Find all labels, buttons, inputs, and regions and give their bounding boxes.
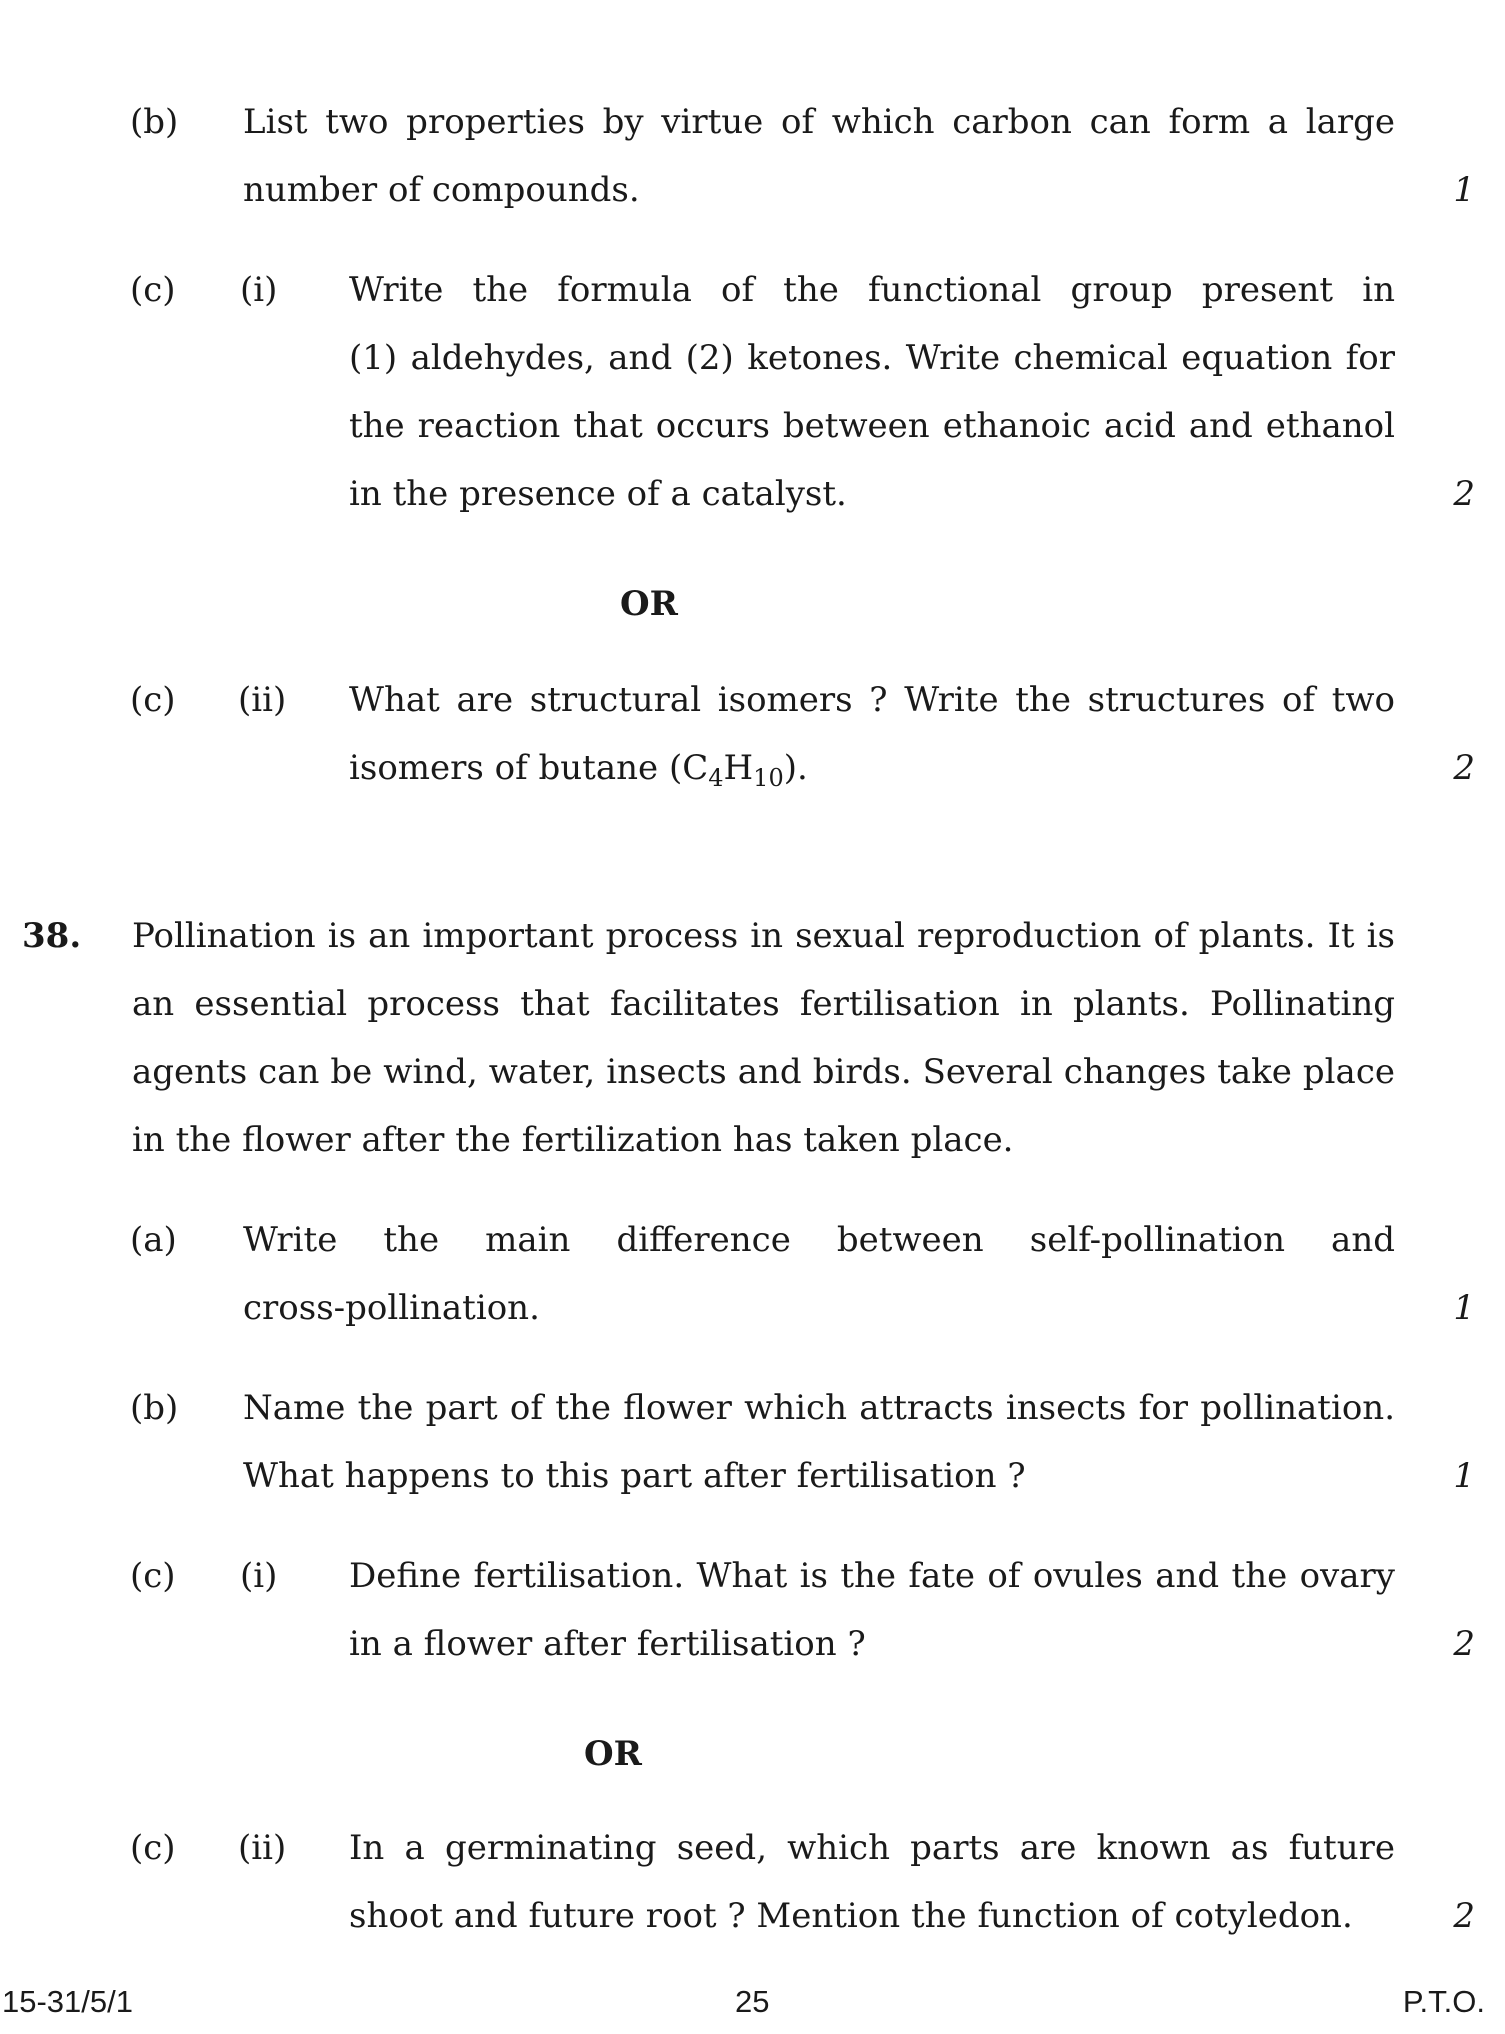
q37-b-marks: 1 (1453, 170, 1475, 210)
footer-paper-code: 15-31/5/1 (2, 1984, 133, 2019)
q38-b-line1: Name the part of the flower which attracts insects for pollination. (243, 1388, 1395, 1428)
footer-pto: P.T.O. (1402, 1984, 1485, 2019)
q37-c-ii-text (349, 666, 1395, 802)
q38-number: 38. (22, 916, 82, 956)
q37-c-ii-marks: 2 (1453, 748, 1475, 788)
q38-a-text (243, 1206, 1395, 1342)
q38-a-marks: 1 (1453, 1288, 1475, 1328)
q37-c-ii-label: (ii) (238, 680, 287, 720)
q38-c-ii-line1: In a germinating seed, which parts are known as future (349, 1828, 1395, 1868)
q38-b-label: (b) (130, 1388, 179, 1428)
q37-c-ii-line1: What are structural isomers ? Write the structures of two (349, 680, 1395, 720)
q37-c-i-label: (i) (240, 270, 278, 310)
q37-b-line1: List two properties by virtue of which carbon can form a large (243, 102, 1395, 142)
q38-c-i-label: (i) (240, 1556, 278, 1596)
q37-c-i-marks: 2 (1453, 474, 1475, 514)
footer-page-number: 25 (735, 1984, 770, 2019)
q38-b-marks: 1 (1453, 1456, 1475, 1496)
q38-intro-line3: agents can be wind, water, insects and birds. Several changes take place (132, 1052, 1395, 1092)
q38-intro-line4: in the flower after the fertilization has taken place. (132, 1120, 1014, 1160)
q38-a-label: (a) (130, 1220, 177, 1260)
q38-b-line2: What happens to this part after fertilisation ? (243, 1456, 1026, 1496)
q38-c-ii-marks: 2 (1453, 1896, 1475, 1936)
q38-c-i-text (349, 1542, 1395, 1678)
q37-c-i-text (349, 256, 1395, 528)
q38-c-i-marks: 2 (1453, 1624, 1475, 1664)
q38-c-ii-text (349, 1814, 1395, 1950)
q38-c-label: (c) (130, 1556, 176, 1596)
or-separator-2: OR (584, 1734, 642, 1774)
q37-c-i-line2: (1) aldehydes, and (2) ketones. Write chemical equation for (349, 338, 1395, 378)
q38-intro-line2: an essential process that facilitates fertilisation in plants. Pollinating (132, 984, 1395, 1024)
q37-b-line2: number of compounds. (243, 170, 640, 210)
q38-intro-line1: Pollination is an important process in sexual reproduction of plants. It is (132, 916, 1395, 956)
q37-c-label-2: (c) (130, 680, 176, 720)
q38-c-label-2: (c) (130, 1828, 176, 1868)
q38-c-ii-label: (ii) (238, 1828, 287, 1868)
q37-c-i-line4: in the presence of a catalyst. (349, 474, 847, 514)
q38-a-line2: cross-pollination. (243, 1288, 540, 1328)
q37-c-label: (c) (130, 270, 176, 310)
q37-c-ii-line2: isomers of butane $(C_4H_{10})$. (349, 748, 808, 792)
q38-c-ii-line2: shoot and future root ? Mention the function of cotyledon. (349, 1896, 1353, 1936)
q38-c-i-line2: in a flower after fertilisation ? (349, 1624, 866, 1664)
q38-a-line1: Write the main difference between self-pollination and (243, 1220, 1395, 1260)
q38-intro (132, 902, 1395, 1174)
or-separator-1: OR (620, 584, 678, 624)
q37-b-label: (b) (130, 102, 179, 142)
q38-b-text (243, 1374, 1395, 1510)
q37-c-i-line1: Write the formula of the functional group present in (349, 270, 1395, 310)
q38-c-i-line1: Define fertilisation. What is the fate of ovules and the ovary (349, 1556, 1395, 1596)
q37-c-i-line3: the reaction that occurs between ethanoic acid and ethanol (349, 406, 1395, 446)
q37-b-text (243, 88, 1395, 224)
